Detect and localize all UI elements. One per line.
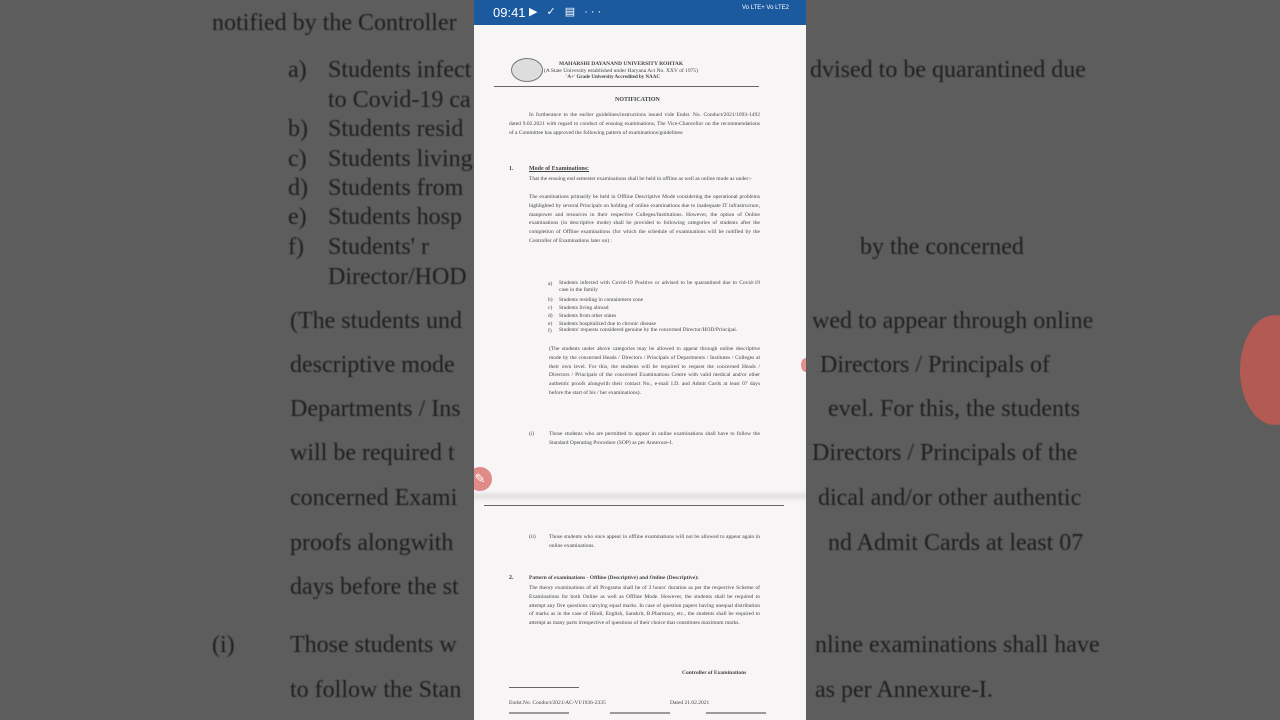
bg-line: as per Annexure-I. bbox=[815, 677, 993, 703]
edit-fab-blur bbox=[1240, 315, 1280, 425]
bg-line: days before the st bbox=[290, 574, 459, 600]
document-page[interactable] bbox=[474, 25, 806, 720]
university-established: (A State University established under Haryana Act No. XXV of 1975) bbox=[544, 68, 699, 74]
list-item: Students hospitalized due to chronic disease bbox=[559, 321, 656, 327]
university-logo-icon bbox=[511, 58, 543, 82]
clock: 09:41 bbox=[493, 5, 526, 20]
bg-line: e) bbox=[288, 204, 307, 230]
clause-i-key: (i) bbox=[529, 431, 535, 437]
notification-title: NOTIFICATION bbox=[615, 97, 660, 103]
header-rule bbox=[494, 86, 759, 87]
list-item: Students infected with Covid-19 Positive or advised to be quarantined due to Covid-19 case in the family bbox=[559, 280, 760, 293]
bg-line: notified by the Controller bbox=[212, 10, 457, 36]
bg-line: c) bbox=[288, 146, 307, 172]
nav-dash bbox=[706, 712, 766, 714]
list-item: Students' requests considered genuine by the concerned Director/HOD/Principal. bbox=[559, 327, 738, 333]
bg-line: dvised to be quarantined due bbox=[810, 57, 1086, 83]
bg-line: to Covid-19 ca bbox=[328, 87, 471, 113]
clause-i: Those students who are permitted to appear in online examinations shall have to follow the Standard Operating Procedure (SOP) as per Annexure-I. bbox=[549, 431, 760, 446]
bg-line: Directors / Principals of bbox=[820, 352, 1050, 378]
bg-line: Students from bbox=[328, 175, 464, 201]
list-item: Students from other states bbox=[559, 313, 617, 319]
list-item-key: c) bbox=[548, 305, 553, 311]
section-1-p2: The examinations primarily be held in Offline Descriptive Mode considering the operational problems highlighted by several Principals on holding of online examinations due to inadequate IT infrastructure, manpower and resources in their respective Colleges/Institutions. However, the option of Online examinations (in descriptive mode) shall be provided to following categories of students after the completion of Offline examinations (for which the schedule of examinations will be notified by the Controller of Examinations later on) : bbox=[529, 194, 760, 244]
bg-line: concerned Exami bbox=[290, 485, 458, 511]
bg-line: a) bbox=[288, 57, 307, 83]
bg-line: Students living bbox=[328, 146, 473, 172]
signature-rule bbox=[509, 687, 579, 688]
bg-line: (The students und bbox=[290, 308, 462, 334]
bg-line: (i) bbox=[212, 632, 235, 658]
list-item-key: d) bbox=[548, 313, 553, 319]
list-item-key: f) bbox=[548, 328, 552, 334]
section-1-p1: That the ensuing end semester examinations shall be held in offline as well as online mode as under:- bbox=[529, 176, 752, 182]
bg-line: b) bbox=[288, 116, 308, 142]
scroll-indicator[interactable] bbox=[801, 358, 806, 372]
section-1-heading: Mode of Examinations: bbox=[529, 166, 589, 172]
page-break bbox=[474, 490, 806, 502]
bg-line: evel. For this, the students bbox=[828, 396, 1080, 422]
bg-line: proofs alongwith bbox=[290, 530, 454, 556]
list-item: Students residing in containment zone bbox=[559, 297, 644, 303]
bg-line: Students infect bbox=[328, 57, 472, 83]
bg-line: nline examinations shall have bbox=[815, 632, 1100, 658]
intro-paragraph: In furtherance to the earlier guidelines/instructions issued vide Endst. No. Conduct/2021/1093-1492 dated 9.02.2021 with regard to conduct of ensuing examinations, The Vice-Chancellor on the recommendations of a Committee has approved the following pattern of examinations/guidelines: bbox=[509, 112, 760, 136]
bg-line: d) bbox=[288, 175, 308, 201]
university-name: MAHARSHI DAYANAND UNIVERSITY ROHTAK bbox=[559, 61, 684, 67]
status-bar bbox=[474, 0, 806, 25]
bg-line: Students hosp bbox=[328, 204, 463, 230]
list-item-key: a) bbox=[548, 281, 553, 287]
list-item-key: b) bbox=[548, 297, 553, 303]
bg-line: descriptive mode bbox=[290, 352, 455, 378]
bg-line: f) bbox=[288, 234, 304, 260]
bg-line: Director/HOD bbox=[328, 264, 467, 290]
nav-dash bbox=[610, 712, 670, 714]
bg-line: will be required t bbox=[290, 440, 455, 466]
section-1-number: 1. bbox=[509, 166, 514, 172]
nav-dash bbox=[509, 712, 569, 714]
endorsement-number: Endst.No. Conduct/2021/AC-VI/1936-2335 bbox=[509, 700, 606, 706]
section-2-paragraph: The theory examinations of all Programs shall be of 3 hours' duration as per the respective Scheme of Examinations for both Online as well as Offline Mode. However, the students shall be required to attempt any five questions carrying equal marks. In case of question papers having unequal distribution of marks as in the case of Hindi, English, Sanskrit, B.Pharmacy, etc., the students shall be required to attempt as many parts irrespective of questions of their choice that constitutes maximum marks. bbox=[529, 585, 760, 627]
bg-line: dical and/or other authentic bbox=[818, 485, 1082, 511]
clause-ii-key: (ii) bbox=[529, 534, 536, 540]
section-2-heading: Pattern of examinations - Offline (Descriptive) and Online (Descriptive): bbox=[529, 575, 699, 581]
bg-line: to follow the Stan bbox=[290, 677, 462, 703]
bg-line: Students' r bbox=[328, 234, 429, 260]
bg-line: wed to appear through online bbox=[812, 308, 1094, 334]
accreditation: 'A+' Grade University Accredited by NAAC bbox=[566, 75, 660, 80]
bg-line: Those students w bbox=[290, 632, 457, 658]
bg-line: by the concerned bbox=[860, 234, 1024, 260]
clause-ii: Those students who once appear in offline examinations will not be allowed to appear again in online examinations. bbox=[549, 534, 760, 549]
section-2-number: 2. bbox=[509, 575, 514, 581]
notification-icons: ▶ ✓ ▤ ··· bbox=[529, 6, 605, 18]
network-icon: Vo LTE+ Vo LTE2 bbox=[742, 5, 789, 11]
signatory: Controller of Examinations bbox=[682, 670, 747, 676]
page-rule bbox=[484, 505, 784, 506]
categories-note: (The students under above categories may be allowed to appear through online descriptive mode by the concerned Heads / Directors / Principals of Departments / Institutes / Colleges at their own level. For this, the students will be required to request the concerned Heads / Directors / Principals of the concerned Examinations Centre with valid medical and/or other authentic proofs alongwith their contact No., e-mail I.D. and Admit Cards at least 07 days before the start of his / her examinations). bbox=[549, 346, 760, 396]
phone-screen bbox=[474, 0, 806, 720]
edit-pencil-icon[interactable]: ✎ bbox=[474, 467, 492, 491]
bg-line: Departments / Ins bbox=[290, 396, 461, 422]
bg-line: nd Admit Cards at least 07 bbox=[828, 530, 1084, 556]
list-item-key: e) bbox=[548, 321, 553, 327]
list-item: Students living abroad bbox=[559, 305, 609, 311]
bg-line: Students resid bbox=[328, 116, 464, 142]
bg-line: Directors / Principals of the bbox=[812, 440, 1078, 466]
endorsement-date: Dated 21.02.2021 bbox=[670, 700, 710, 706]
